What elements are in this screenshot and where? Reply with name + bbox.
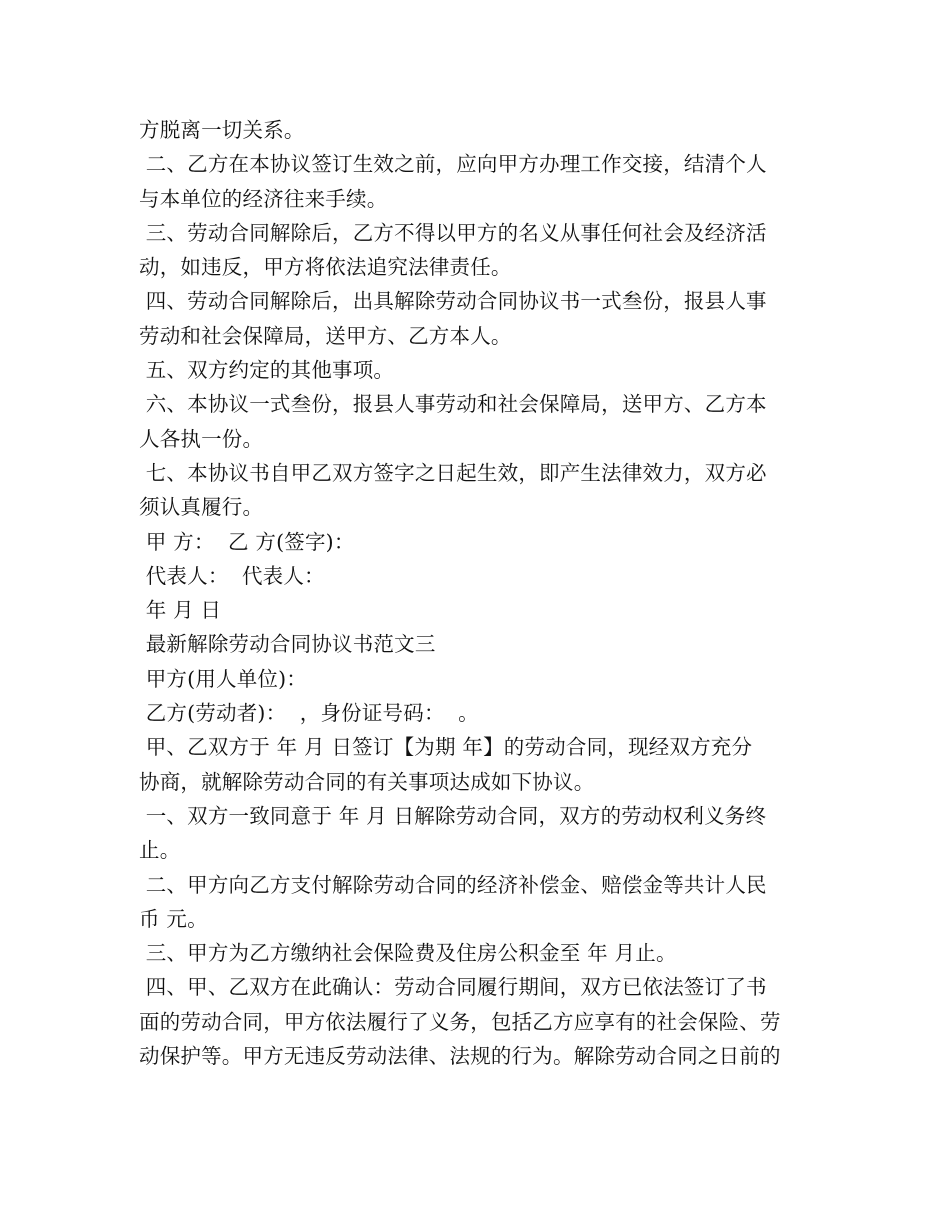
text-line: 四、劳动合同解除后，出具解除劳动合同协议书一式叁份，报县人事 — [139, 289, 767, 314]
text-line: 动，如违反，甲方将依法追究法律责任。 — [139, 255, 512, 280]
section-title: 最新解除劳动合同协议书范文三 — [139, 632, 436, 657]
signature-line: 甲 方： 乙 方(签字)： — [139, 529, 355, 554]
text-line: 止。 — [139, 838, 181, 863]
text-line: 劳动和社会保障局，送甲方、乙方本人。 — [139, 323, 512, 348]
text-line: 四、甲、乙双方在此确认：劳动合同履行期间，双方已依法签订了书 — [139, 975, 767, 1000]
text-line: 面的劳动合同，甲方依法履行了义务，包括乙方应享有的社会保险、劳 — [139, 1009, 781, 1034]
party-a-line: 甲方(用人单位)： — [139, 666, 308, 691]
text-line: 动保护等。甲方无违反劳动法律、法规的行为。解除劳动合同之日前的 — [139, 1044, 781, 1069]
text-line: 三、劳动合同解除后，乙方不得以甲方的名义从事任何社会及经济活 — [139, 220, 767, 245]
text-line: 币 元。 — [139, 906, 208, 931]
text-line: 二、乙方在本协议签订生效之前，应向甲方办理工作交接，结清个人 — [139, 152, 767, 177]
date-line: 年 月 日 — [139, 598, 222, 623]
party-b-line: 乙方(劳动者)： ，身份证号码： 。 — [139, 701, 479, 726]
text-line: 方脱离一切关系。 — [139, 118, 305, 142]
text-line: 五、双方约定的其他事项。 — [139, 358, 395, 383]
text-line: 须认真履行。 — [139, 495, 264, 520]
document-body — [139, 113, 819, 1073]
text-line: 六、本协议一式叁份，报县人事劳动和社会保障局，送甲方、乙方本 — [139, 392, 767, 417]
text-line: 与本单位的经济往来手续。 — [139, 186, 388, 211]
text-line: 甲、乙双方于 年 月 日签订【为期 年】的劳动合同，现经双方充分 — [139, 735, 753, 760]
text-line: 协商，就解除劳动合同的有关事项达成如下协议。 — [139, 769, 595, 794]
text-line: 二、甲方向乙方支付解除劳动合同的经济补偿金、赔偿金等共计人民 — [139, 872, 767, 897]
representative-line: 代表人： 代表人： — [139, 563, 325, 588]
text-line: 人各执一份。 — [139, 426, 264, 451]
text-line: 一、双方一致同意于 年 月 日解除劳动合同，双方的劳动权利义务终 — [139, 803, 767, 828]
text-line: 七、本协议书自甲乙双方签字之日起生效，即产生法律效力，双方必 — [139, 460, 767, 485]
text-line: 三、甲方为乙方缴纳社会保险费及住房公积金至 年 月止。 — [139, 941, 677, 966]
